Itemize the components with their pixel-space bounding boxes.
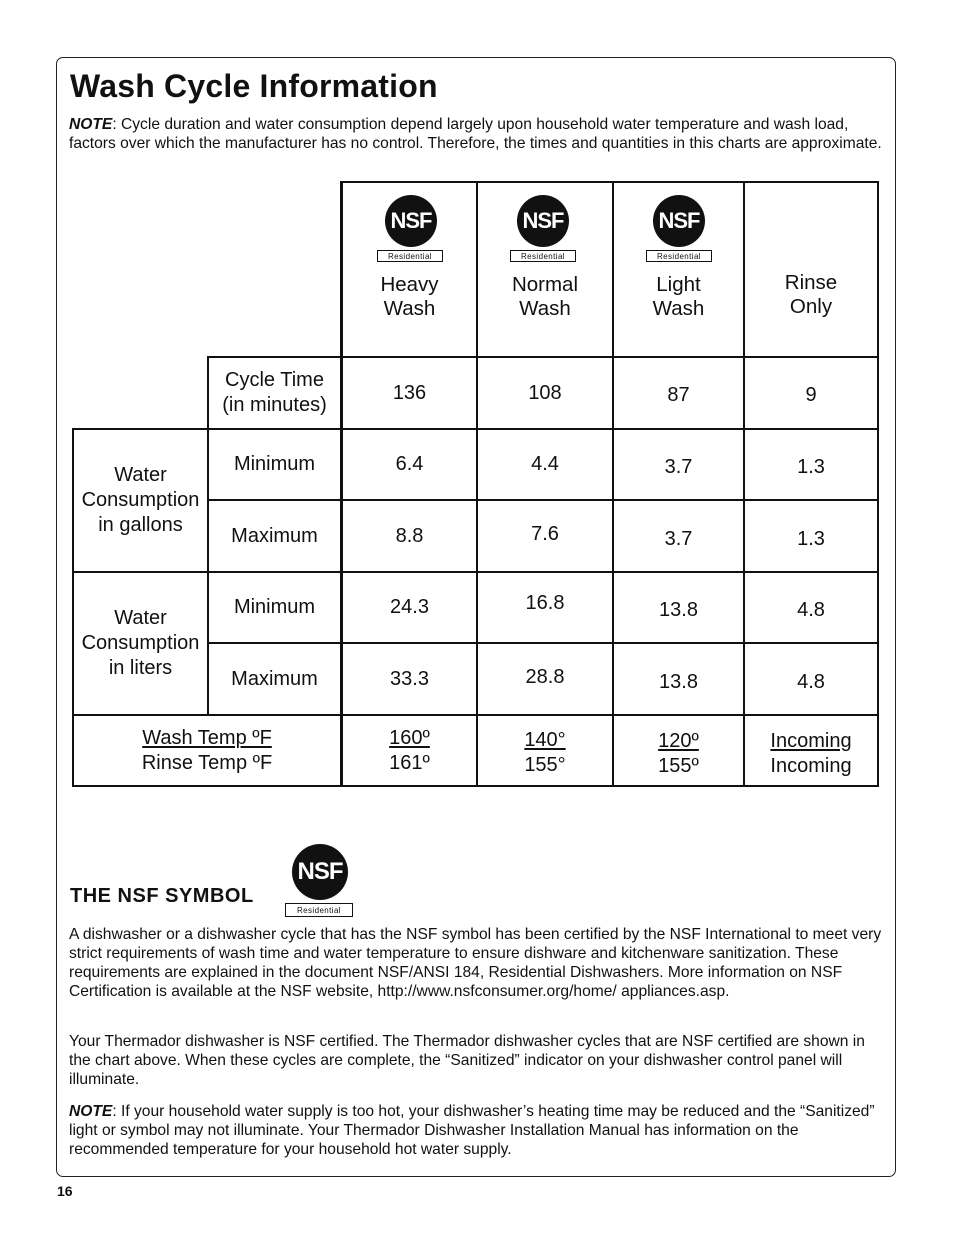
note-label: NOTE <box>69 1103 113 1120</box>
rinse-temp-value: 161º <box>389 751 430 774</box>
nsf-logo-section <box>285 844 353 919</box>
group-label-gallons <box>74 430 207 571</box>
row-label-gallons-min: Minimum <box>233 453 316 475</box>
gallons-min-rinse: 1.3 <box>797 456 825 478</box>
liters-max-heavy: 33.3 <box>390 667 429 690</box>
liters-min-light: 13.8 <box>659 599 698 621</box>
nsf-paragraph-2: Your Thermador dishwasher is NSF certified. The Thermador dishwasher cycles that are NSF certified are shown in the chart above. When these cycles are complete, the “Sanitized” indicator on your dishwasher control panel will illuminate. <box>69 1033 865 1088</box>
wash-temp-value: 120º <box>658 729 699 752</box>
cycle-time-rinse: 9 <box>805 383 817 406</box>
nsf-logo-heavy <box>377 195 443 265</box>
gallons-min-light: 3.7 <box>664 456 693 478</box>
gallons-max-normal: 7.6 <box>531 522 559 545</box>
gallons-min-normal: 4.4 <box>531 453 559 475</box>
grid-line <box>341 181 879 183</box>
liters-max-rinse: 4.8 <box>797 670 825 693</box>
nsf-note <box>69 1102 887 1159</box>
group-label-line: in gallons <box>98 514 183 536</box>
wash-temp-label: Wash Temp ºF <box>142 726 272 749</box>
grid-line <box>877 181 879 787</box>
row-label-line: Cycle Time <box>225 369 324 391</box>
liters-min-normal: 16.8 <box>525 592 565 614</box>
column-header-line: Only <box>789 295 833 318</box>
gallons-min-heavy: 6.4 <box>395 453 424 475</box>
column-header-normal-wash <box>478 272 612 322</box>
column-header-line: Heavy <box>380 273 439 296</box>
column-header-light-wash <box>614 272 743 322</box>
row-label-liters-max: Maximum <box>231 667 318 690</box>
row-label-cycle-time <box>209 358 340 428</box>
wash-temp-value: 140° <box>524 728 566 751</box>
nsf-mark: NSF <box>292 844 348 900</box>
nsf-logo-normal <box>510 195 576 265</box>
group-label-line: Water <box>114 607 167 629</box>
group-label-line: in liters <box>108 657 173 679</box>
column-header-line: Rinse <box>784 271 838 294</box>
row-label-line: (in minutes) <box>222 394 327 416</box>
gallons-max-heavy: 8.8 <box>395 524 424 547</box>
nsf-mark: NSF <box>385 195 437 247</box>
temps-normal <box>478 718 612 787</box>
wash-temp-value: Incoming <box>770 729 852 752</box>
note-text: : Cycle duration and water consumption depend largely upon household water temperature and wash load, factors over which the manufacturer has no control. Therefore, the times and quantities in this charts are approximate. <box>69 116 882 152</box>
cycle-time-heavy: 136 <box>392 381 427 404</box>
nsf-badge: Residential <box>510 250 576 262</box>
rinse-temp-label: Rinse Temp ºF <box>141 751 273 774</box>
cycle-time-light: 87 <box>667 383 690 406</box>
nsf-paragraph-1: A dishwasher or a dishwasher cycle that has the NSF symbol has been certified by the NSF International to meet very strict requirements of wash time and water temperature to ensure dishware and kitchenware sanitization. These requirements are explained in the document NSF/ANSI 184, Residential Dishwashers. More information on NSF Certification is available at the NSF website, http://www.nsfconsumer.org/home/ appliances.asp. <box>69 926 882 1000</box>
wash-temp-value: 160º <box>389 726 430 749</box>
liters-max-normal: 28.8 <box>525 665 565 688</box>
rinse-temp-value: Incoming <box>770 754 852 777</box>
nsf-section-heading: THE NSF SYMBOL <box>70 885 254 907</box>
group-label-line: Water <box>114 464 167 486</box>
group-label-line: Consumption <box>81 489 200 511</box>
nsf-mark: NSF <box>517 195 569 247</box>
temps-heavy <box>343 716 476 785</box>
cycle-time-normal: 108 <box>528 381 562 404</box>
column-header-heavy-wash <box>343 272 476 322</box>
gallons-max-light: 3.7 <box>664 527 693 550</box>
row-label-liters-min: Minimum <box>233 596 316 618</box>
nsf-badge: Residential <box>646 250 712 262</box>
group-label-line: Consumption <box>81 632 200 654</box>
rinse-temp-value: 155º <box>658 754 699 777</box>
row-label-temps <box>74 716 340 785</box>
temps-rinse <box>745 719 877 788</box>
gallons-max-rinse: 1.3 <box>797 527 825 550</box>
page-title: Wash Cycle Information <box>70 68 438 104</box>
nsf-badge: Residential <box>285 903 353 917</box>
liters-min-rinse: 4.8 <box>797 599 825 621</box>
page-number: 16 <box>57 1183 73 1199</box>
nsf-badge: Residential <box>377 250 443 262</box>
nsf-logo-light <box>646 195 712 265</box>
nsf-mark: NSF <box>653 195 705 247</box>
liters-min-heavy: 24.3 <box>390 596 429 618</box>
rinse-temp-value: 155° <box>524 753 566 776</box>
group-label-liters <box>74 573 207 714</box>
column-header-line: Wash <box>652 297 705 320</box>
row-label-gallons-max: Maximum <box>231 524 318 547</box>
column-header-rinse-only <box>745 270 877 320</box>
note-top <box>69 115 884 153</box>
liters-max-light: 13.8 <box>659 670 698 693</box>
column-header-line: Wash <box>519 297 571 320</box>
note-label: NOTE <box>69 116 113 133</box>
note-text: : If your household water supply is too hot, your dishwasher’s heating time may be reduced and the “Sanitized” light or symbol may not illuminate. Your Thermador Dishwasher Installation Manual has information on the recommended temperature for your household hot water supply. <box>69 1103 875 1158</box>
temps-light <box>614 719 743 788</box>
column-header-line: Normal <box>511 273 579 296</box>
column-header-line: Light <box>656 273 701 296</box>
column-header-line: Wash <box>383 297 436 320</box>
